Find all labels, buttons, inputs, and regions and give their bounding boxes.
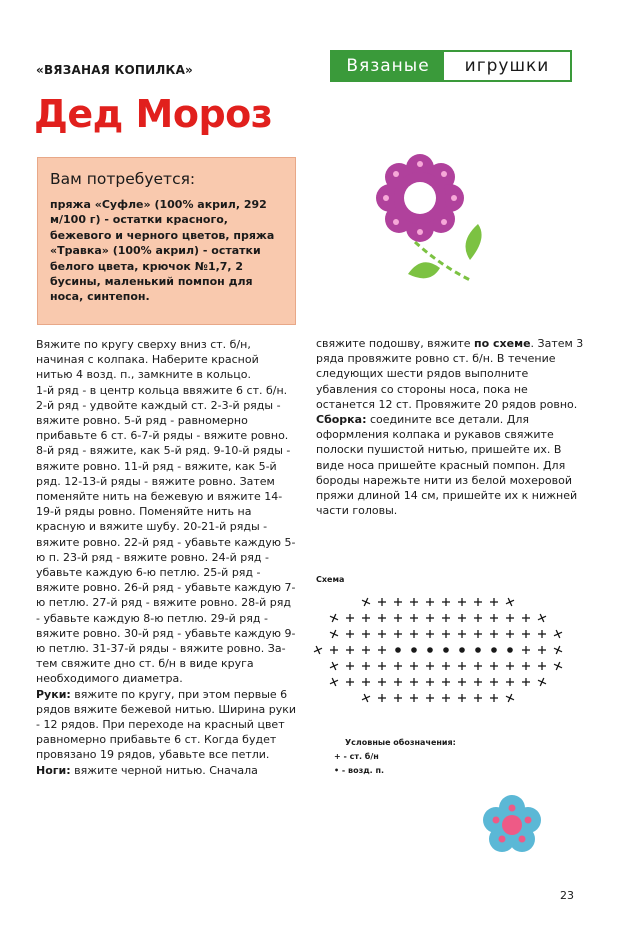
- legs-paragraph: [36, 763, 298, 778]
- single-crochet-symbol: [346, 662, 354, 670]
- single-crochet-symbol: [490, 630, 498, 638]
- single-crochet-symbol: [394, 678, 402, 686]
- single-crochet-symbol: [346, 630, 354, 638]
- chain-stitch-symbol: [427, 647, 433, 653]
- single-crochet-symbol: [458, 630, 466, 638]
- page-number: 23: [560, 889, 574, 902]
- single-crochet-symbol: [458, 678, 466, 686]
- section-label: «ВЯЗАНАЯ КОПИЛКА»: [36, 63, 194, 77]
- chain-stitch-symbol: [507, 647, 513, 653]
- single-crochet-symbol: [410, 630, 418, 638]
- single-crochet-symbol: [474, 598, 482, 606]
- single-crochet-symbol: [426, 598, 434, 606]
- assembly-label: Сборка:: [316, 413, 367, 427]
- arms-label: Руки:: [36, 687, 71, 701]
- legend-plus-text: - ст. б/н: [340, 752, 379, 761]
- single-crochet-symbol: [442, 678, 450, 686]
- single-crochet-symbol: [506, 678, 514, 686]
- single-crochet-symbol: [522, 678, 530, 686]
- left-column: [36, 337, 298, 778]
- single-crochet-symbol: [538, 630, 546, 638]
- single-crochet-symbol: [490, 694, 498, 702]
- materials-box: [37, 157, 296, 325]
- single-crochet-symbol: [378, 646, 386, 654]
- single-crochet-symbol: [330, 646, 338, 654]
- sole-link: по схеме: [474, 337, 531, 350]
- blue-flower-icon: [477, 790, 547, 860]
- legs-label: Ноги:: [36, 763, 71, 777]
- single-crochet-symbol: [506, 694, 514, 702]
- single-crochet-symbol: [522, 662, 530, 670]
- single-crochet-symbol: [538, 662, 546, 670]
- single-crochet-symbol: [426, 678, 434, 686]
- single-crochet-symbol: [458, 598, 466, 606]
- materials-text: пряжа «Суфле» (100% акрил, 292 м/100 г) - остатки красного, бежевого и черного цветов, пряжа «Травка» (100% акрил) - остатки белого цвета, крючок №1,7, 2 бусины, маленький помпон для носа, синтепон.: [50, 198, 275, 304]
- single-crochet-symbol: [474, 678, 482, 686]
- sole-text-1: свяжите подошву, вяжите: [316, 337, 475, 350]
- single-crochet-symbol: [474, 662, 482, 670]
- chain-stitch-symbol: [411, 647, 417, 653]
- chain-stitch-symbol: [443, 647, 449, 653]
- single-crochet-symbol: [410, 662, 418, 670]
- single-crochet-symbol: [458, 694, 466, 702]
- legend-title: Условные обозначения:: [345, 738, 456, 747]
- single-crochet-symbol: [522, 630, 530, 638]
- single-crochet-symbol: [362, 614, 370, 622]
- single-crochet-symbol: [458, 662, 466, 670]
- single-crochet-symbol: [522, 614, 530, 622]
- dot-symbol-icon: •: [334, 766, 340, 775]
- assembly-text: соедините все детали. Для оформления колпака и рукавов свяжите полоски пушистой нитью, пришейте их. В виде носа пришейте красный помпон. Для бороды нарежьте нити из белой мохеровой пряжи длиной 14 см, пришейте их к нижней части головы.: [316, 413, 578, 518]
- single-crochet-symbol: [490, 678, 498, 686]
- single-crochet-symbol: [362, 598, 370, 606]
- single-crochet-symbol: [506, 630, 514, 638]
- sole-text-2: . Затем 3 ряда провяжите ровно ст. б/н. В течение следующих шести рядов выполните убавления со стороны носа, пока не останется 12 ст. Провяжите 20 рядов ровно.: [316, 337, 584, 411]
- single-crochet-symbol: [362, 646, 370, 654]
- single-crochet-symbol: [330, 614, 338, 622]
- single-crochet-symbol: [410, 678, 418, 686]
- single-crochet-symbol: [490, 614, 498, 622]
- legs-text: вяжите черной нитью. Сначала: [70, 763, 258, 777]
- single-crochet-symbol: [554, 646, 562, 654]
- legend-row-plus: [334, 752, 379, 761]
- crochet-scheme-diagram: [310, 588, 580, 713]
- single-crochet-symbol: [394, 598, 402, 606]
- single-crochet-symbol: [362, 662, 370, 670]
- page-title: Дед Мороз: [34, 92, 273, 136]
- plus-symbol-icon: +: [334, 752, 341, 761]
- single-crochet-symbol: [330, 678, 338, 686]
- single-crochet-symbol: [554, 662, 562, 670]
- single-crochet-symbol: [346, 678, 354, 686]
- single-crochet-symbol: [362, 678, 370, 686]
- chain-stitch-symbol: [459, 647, 465, 653]
- single-crochet-symbol: [506, 614, 514, 622]
- single-crochet-symbol: [346, 646, 354, 654]
- single-crochet-symbol: [410, 614, 418, 622]
- single-crochet-symbol: [394, 614, 402, 622]
- single-crochet-symbol: [442, 598, 450, 606]
- rubric-right: игрушки: [444, 52, 570, 80]
- single-crochet-symbol: [378, 678, 386, 686]
- rows-paragraph: 1-й ряд - в центр кольца ввяжите 6 ст. б/н. 2-й ряд - удвойте каждый ст. 2-3-й ряды - вяжите ровно. 5-й ряд - равномерно прибавьте 6 ст. 6-7-й ряды - вяжите ровно. 8-й ряд - вяжите, как 5-й ряд. 9-10-й ряды - вяжите ровно. 11-й ряд - вяжите, как 5-й ряд. 12-13-й ряды - вяжите ровно. Затем поменяйте нить на бежевую и вяжите 14-19-й ряды ровно. Поменяйте нить на красную и вяжите шубу. 20-21-й ряды - вяжите ровно. 22-й ряд - убавьте каждую 5-ю п. 23-й ряд - вяжите ровно. 24-й ряд - убавьте каждую 6-ю петлю. 25-й ряд - вяжите ровно. 26-й ряд - убавьте каждую 7-ю петлю. 27-й ряд - вяжите ровно. 28-й ряд - убавьте каждую 8-ю петлю. 29-й ряд - вяжите ровно. 30-й ряд - убавьте каждую 9-ю петлю. 31-37-й ряды - вяжите ровно. Затем свяжите дно ст. б/н в виде круга необходимого диаметра.: [36, 383, 296, 686]
- single-crochet-symbol: [410, 694, 418, 702]
- single-crochet-symbol: [538, 614, 546, 622]
- single-crochet-symbol: [442, 662, 450, 670]
- rubric-badge: [330, 50, 572, 82]
- single-crochet-symbol: [490, 598, 498, 606]
- single-crochet-symbol: [538, 678, 546, 686]
- assembly-paragraph: [316, 412, 584, 518]
- single-crochet-symbol: [538, 646, 546, 654]
- single-crochet-symbol: [314, 646, 322, 654]
- legend-dot-text: - возд. п.: [339, 766, 385, 775]
- single-crochet-symbol: [378, 630, 386, 638]
- legend-row-dot: [334, 766, 384, 775]
- single-crochet-symbol: [474, 614, 482, 622]
- single-crochet-symbol: [346, 614, 354, 622]
- single-crochet-symbol: [426, 694, 434, 702]
- materials-title: Вам потребуется:: [50, 170, 196, 188]
- rubric-left: Вязаные: [332, 52, 444, 80]
- single-crochet-symbol: [378, 598, 386, 606]
- single-crochet-symbol: [474, 694, 482, 702]
- single-crochet-symbol: [394, 630, 402, 638]
- single-crochet-symbol: [442, 694, 450, 702]
- single-crochet-symbol: [330, 630, 338, 638]
- single-crochet-symbol: [442, 614, 450, 622]
- single-crochet-symbol: [458, 614, 466, 622]
- chain-stitch-symbol: [475, 647, 481, 653]
- single-crochet-symbol: [362, 694, 370, 702]
- single-crochet-symbol: [330, 662, 338, 670]
- single-crochet-symbol: [394, 694, 402, 702]
- single-crochet-symbol: [410, 598, 418, 606]
- single-crochet-symbol: [554, 630, 562, 638]
- single-crochet-symbol: [362, 630, 370, 638]
- single-crochet-symbol: [378, 614, 386, 622]
- intro-paragraph: Вяжите по кругу сверху вниз ст. б/н, начиная с колпака. Наберите красной нитью 4 возд. п., замкните в кольцо.: [36, 338, 259, 382]
- purple-flower-icon: [360, 150, 510, 300]
- single-crochet-symbol: [490, 662, 498, 670]
- single-crochet-symbol: [426, 662, 434, 670]
- single-crochet-symbol: [378, 694, 386, 702]
- single-crochet-symbol: [474, 630, 482, 638]
- arms-text: вяжите по кругу, при этом первые 6 рядов вяжите бежевой нитью. Ширина руки - 12 рядов. При переходе на красный цвет равномерно прибавьте 6 ст. Когда будет провязано 19 рядов, убавьте все петли.: [36, 687, 297, 762]
- single-crochet-symbol: [378, 662, 386, 670]
- arms-paragraph: [36, 687, 298, 763]
- sole-paragraph: [316, 336, 584, 412]
- right-column: [316, 336, 584, 518]
- chain-stitch-symbol: [395, 647, 401, 653]
- single-crochet-symbol: [426, 630, 434, 638]
- single-crochet-symbol: [522, 646, 530, 654]
- single-crochet-symbol: [506, 598, 514, 606]
- single-crochet-symbol: [426, 614, 434, 622]
- chain-stitch-symbol: [491, 647, 497, 653]
- scheme-label: Схема: [316, 575, 345, 584]
- single-crochet-symbol: [442, 630, 450, 638]
- single-crochet-symbol: [506, 662, 514, 670]
- single-crochet-symbol: [394, 662, 402, 670]
